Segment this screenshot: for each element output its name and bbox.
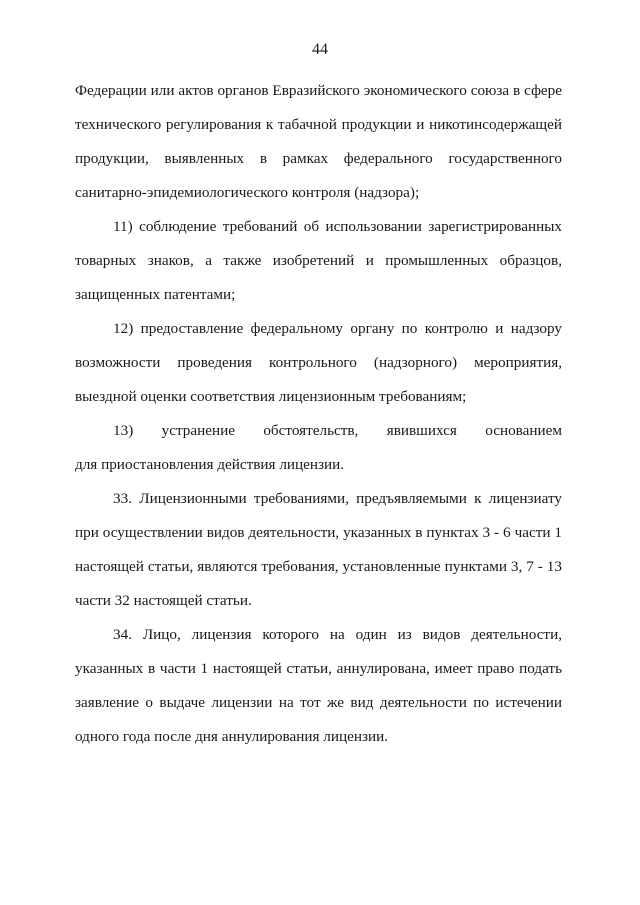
- text-line: 34. Лицо, лицензия которого на один из видов деятельности,: [113, 626, 562, 643]
- text-line: выездной оценки соответствия лицензионным требованиям;: [75, 388, 467, 405]
- text-line: 33. Лицензионными требованиями, предъявляемыми к лицензиату: [113, 490, 562, 507]
- text-line: товарных знаков, а также изобретений и промышленных образцов,: [75, 252, 562, 269]
- text-line: санитарно-эпидемиологического контроля (надзора);: [75, 184, 420, 201]
- text-line: защищенных патентами;: [75, 286, 236, 303]
- text-line: Федерации или актов органов Евразийского экономического союза в сфере: [75, 82, 562, 99]
- document-body: [75, 74, 562, 754]
- text-line: технического регулирования к табачной продукции и никотинсодержащей: [75, 116, 562, 133]
- text-line: продукции, выявленных в рамках федерального государственного: [75, 150, 562, 167]
- text-line: 13) устранение обстоятельств, явившихся основанием: [113, 422, 562, 439]
- text-line: одного года после дня аннулирования лицензии.: [75, 728, 389, 745]
- text-line: для приостановления действия лицензии.: [75, 456, 345, 473]
- text-line: при осуществлении видов деятельности, указанных в пунктах 3 - 6 части 1: [75, 524, 562, 541]
- text-line: указанных в части 1 настоящей статьи, аннулирована, имеет право подать: [75, 660, 562, 677]
- text-line: части 32 настоящей статьи.: [75, 592, 252, 609]
- text-line: 12) предоставление федеральному органу по контролю и надзору: [113, 320, 562, 337]
- text-line: возможности проведения контрольного (надзорного) мероприятия,: [75, 354, 562, 371]
- text-line: настоящей статьи, являются требования, установленные пунктами 3, 7 - 13: [75, 558, 562, 575]
- page-number: 44: [312, 41, 328, 58]
- text-line: 11) соблюдение требований об использовании зарегистрированных: [113, 218, 562, 235]
- text-line: заявление о выдаче лицензии на тот же вид деятельности по истечении: [75, 694, 562, 711]
